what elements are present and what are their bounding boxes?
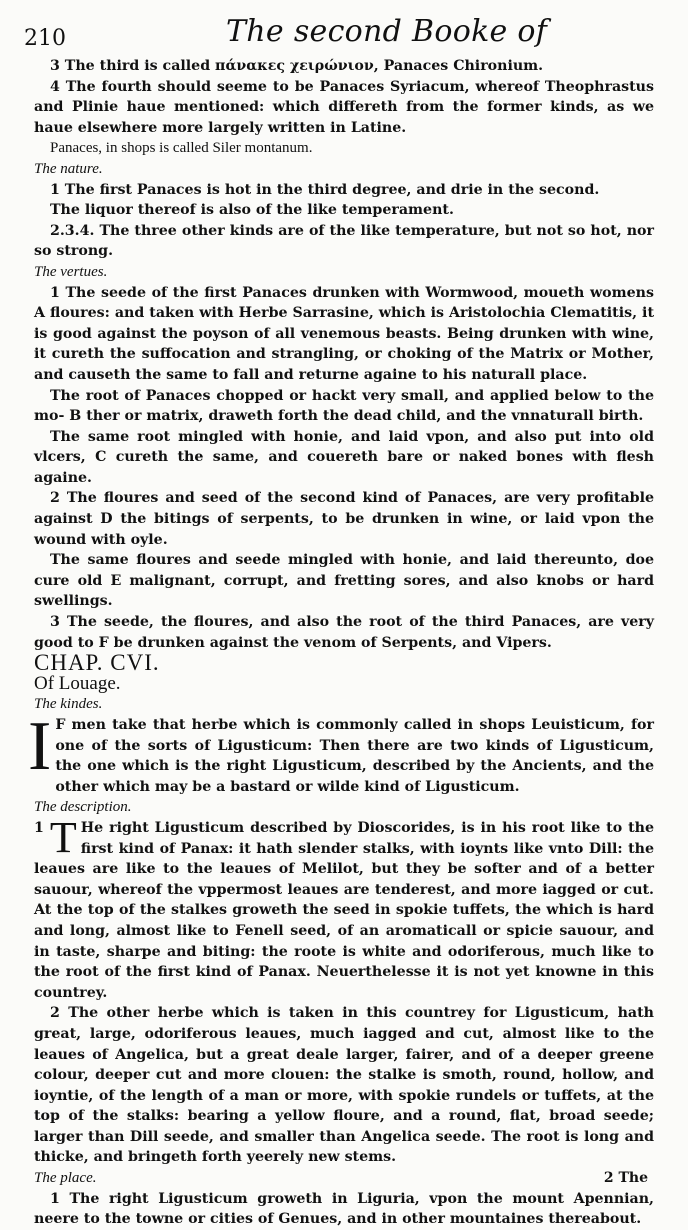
chapter-subtitle: Of Louage. [34, 672, 121, 694]
heading-place: The place. [34, 1170, 97, 1187]
nature-1: 1 The first Panaces is hot in the third degree, and drie in the second. [50, 181, 600, 198]
page-body [28, 56, 654, 1230]
kindes-text: F men take that herbe which is commonly called in shops Leuisticum, for one of the sorts of Ligusticum: Then there are two kinds of Ligusticum, the one which is the right Ligusticum, described by the Ancients, and the other which may be a bastard or wilde kind of Ligusticum. [55, 717, 654, 795]
vertue-c: The same root mingled with honie, and laid vpon, and also put into old vlcers, C cureth the same, and couereth bare or naked bones with flesh againe. [34, 428, 654, 486]
vertue-d: 2 The floures and seed of the second kind of Panaces, are very profitable against D the bitings of serpents, to be drunken in wine, or laid vpon the wound with oyle. [34, 490, 654, 548]
vertue-f: 3 The seede, the floures, and also the root of the third Panaces, are very good to F be drunken against the venom of Serpents, and Vipers. [34, 614, 654, 651]
description-text-1: He right Ligusticum described by Dioscorides, is in his root like to the first kind of Panax: it hath slender stalks, with ioynts like vnto Dill: the leaues are like to the leaues of Melilot, but they be softer and of a better sauour, whereof the vppermost leaues are tenderest, and more iagged or cut. At the top of the stalkes groweth the seed in spokie tuffets, the which is hard and long, almost like to Fenell seed, of an aromaticall or spicie sauour, and in taste, sharpe and biting: the roote is white and odoriferous, much like to the root of the first kind of Panax. Neuerthelesse it is not yet knowne in this countrey. [34, 819, 654, 1001]
drop-cap-t: T [49, 812, 77, 862]
paragraph-shop-name: Panaces, in shops is called Siler montanum. [50, 140, 313, 157]
page-header [0, 14, 688, 52]
page-number: 210 [24, 26, 66, 51]
drop-cap-i: I [28, 708, 52, 785]
heading-description: The description. [34, 799, 132, 816]
place-paragraph-1: 1 The right Ligusticum groweth in Liguria, vpon the mount Apennian, neere to the towne or cities of Genues, and in other mountaines thereabout. [34, 1190, 654, 1228]
paragraph-third-kind: 3 The third is called πάνακες χειρώνιον, Panaces Chironium. [50, 58, 544, 74]
description-number: 1 [34, 819, 44, 836]
nature-3: 2.3.4. The three other kinds are of the like temperature, but not so hot, nor so strong. [34, 222, 654, 260]
vertue-a: 1 The seede of the first Panaces drunken with Wormwood, moueth womens A floures: and taken with Herbe Sarrasine, which is Aristolochia Clematitis, it is good against the poyson of all venemous beasts. Being drunken with wine, it cureth the suffocation and strangling, or choking of the Matrix or Mother, and causeth the same to fall and returne againe to his naturall place. [34, 284, 654, 383]
kindes-paragraph [28, 708, 654, 797]
paragraph-fourth-kind: 4 The fourth should seeme to be Panaces Syriacum, whereof Theophrastus and Plinie haue mentioned: which differeth from the former kinds, as we haue elsewhere more largely written in Latine. [34, 78, 654, 136]
chapter-title: CHAP. CVI. [34, 650, 160, 676]
heading-nature: The nature. [34, 160, 103, 177]
heading-vertues: The vertues. [34, 263, 108, 280]
description-paragraph-2: 2 The other herbe which is taken in this countrey for Ligusticum, hath great, large, odoriferous leaues, much iagged and cut, almost like to the leaues of Angelica, but a great deale larger, fairer, and of a deeper greene colour, deeper cut and more clouen: the stalke is smoth, round, hollow, and ioyntie, of the length of a man or more, with spokie rundels or tuffets, at the top of the stalks: bearing a yellow floure, and a round, flat, broad seede; larger than Dill seede, and smaller than Angelica seede. The root is long and thicke, and bringeth forth yeerely new stems. [34, 1005, 654, 1166]
running-head: The second Booke of [226, 14, 548, 49]
catchword: 2 The [603, 1170, 648, 1186]
vertue-b: The root of Panaces chopped or hackt very small, and applied below to the mo- B ther or matrix, draweth forth the dead child, and the vnnaturall birth. [34, 387, 654, 425]
vertue-e: The same floures and seede mingled with honie, and laid thereunto, doe cure old E malignant, corrupt, and fretting sores, and also knobs or hard swellings. [34, 552, 654, 610]
nature-2: The liquor thereof is also of the like temperament. [50, 202, 454, 219]
heading-kindes: The kindes. [34, 696, 103, 713]
description-paragraph-1 [34, 812, 654, 1003]
